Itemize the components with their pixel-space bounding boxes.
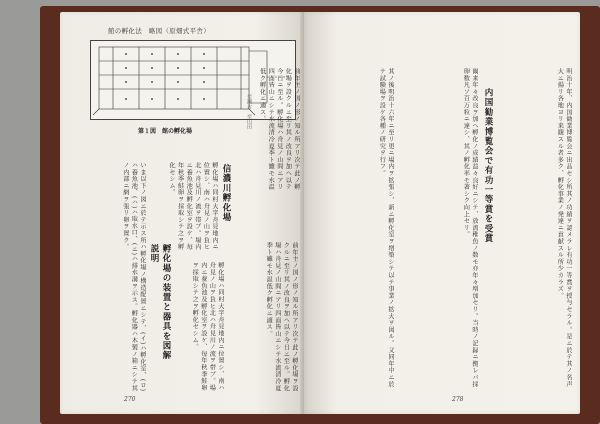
right-page-number: 278: [452, 396, 464, 403]
section-heading-award: 内国勧業博覧会で有功一等賞を受賞: [483, 88, 493, 244]
body-text-lower-2: 孵化場ハ同村大字舟見地内ニ位置シ、南ハ舟見ノ山ヲ負ヒ北ハ舟見川ノ流ヲ帯ブ。場内ニ養魚池及孵化室ヲ設ケ、毎年秋季鮭卵ヲ採取シテ之ヲ孵化セシム。: [191, 262, 224, 392]
section-heading-shinano: 信濃川孵化場: [221, 164, 231, 223]
figure-sidenote: 至瀬古 至山田: [246, 94, 252, 129]
section-heading-equipment: 孵化場の装置と器具を図解説明: [149, 244, 171, 361]
body-text-middle: 孵化場ハ同村大字舟見地内ニ位置シ、南ハ舟見ノ山ヲ負ヒ北ハ舟見川ノ流ヲ帯ブ。場内ニ養魚池及孵化室ヲ設ケ、毎年秋季鮭卵ヲ採取シテ之ヲ孵化セシム。: [168, 162, 218, 251]
running-header: 館の孵化法 略図（原畑式平舎）: [108, 27, 210, 35]
body-text-right-upper: 明治十年、内国勧業博覧会ニ出品セシ所其ノ功績ヲ認メラレ有功一等賞ヲ授与セラル。是ニ於テ其ノ名声大ニ揚リ各地ヨリ来観スル者多ク、孵化事業ノ発達ニ貢献スル所少カラズ。: [556, 68, 572, 388]
left-page: [60, 12, 304, 414]
body-text-lower: いま以下ノ図ニ於テ示ス所ハ孵化場ノ構造配置ニシテ、(イ)ハ孵化室、(ロ)ハ養魚池、(ハ)ハ取水口、(ニ)ハ排水溝ヲ示ス。孵化器ハ木製ノ箱ニシテ其ノ内部ニ網ヲ張リ卵ヲ置ク。: [121, 162, 146, 392]
right-page: [304, 12, 580, 414]
body-text-upper: 前年主ノ国ノ形ノ知ル所アリ次テ此ノ孵化場ヲ設クルニ至リ其ノ改良ヲ加ヘ以テ今日ニ至ル。孵化場ハ舟見ノ山間ニアリ四面皆山ニシテ水流清冷夏季ト雖モ水温低ク孵化ニ適ス。: [258, 68, 300, 191]
figure-caption: 第１図 館の孵化場: [138, 128, 193, 135]
body-text-right-column: 前年主ノ国ノ形ノ知ル所アリ次テ此ノ孵化場ヲ設クルニ至リ其ノ改良ヲ加ヘ以テ今日ニ至ル。孵化場ハ舟見ノ山間ニアリ四面皆山ニシテ水流清冷夏季ト雖モ水温低ク孵化ニ適ス。: [265, 242, 298, 392]
body-text-right-middle: 爾来年々改良ヲ加ヘ孵化ノ成績益々良好ニシテ、放流稚魚ノ数モ亦年々増加セリ。当時ノ記録ニ拠レバ採卵数凡ソ百万粒ニ達シ、其ノ孵化率モ著シク向上セリ。: [462, 68, 478, 388]
body-text-right-lower: 其ノ後明治十六年ニ至リ更ニ場内ヲ拡張シ、新ニ孵化室ヲ増築シテ以テ事業ノ拡大ヲ図ル。又同年中ニ於テ試験場ヲ設ケ各種ノ研究ヲ行フ。: [378, 68, 394, 388]
left-page-number: 270: [124, 396, 136, 403]
